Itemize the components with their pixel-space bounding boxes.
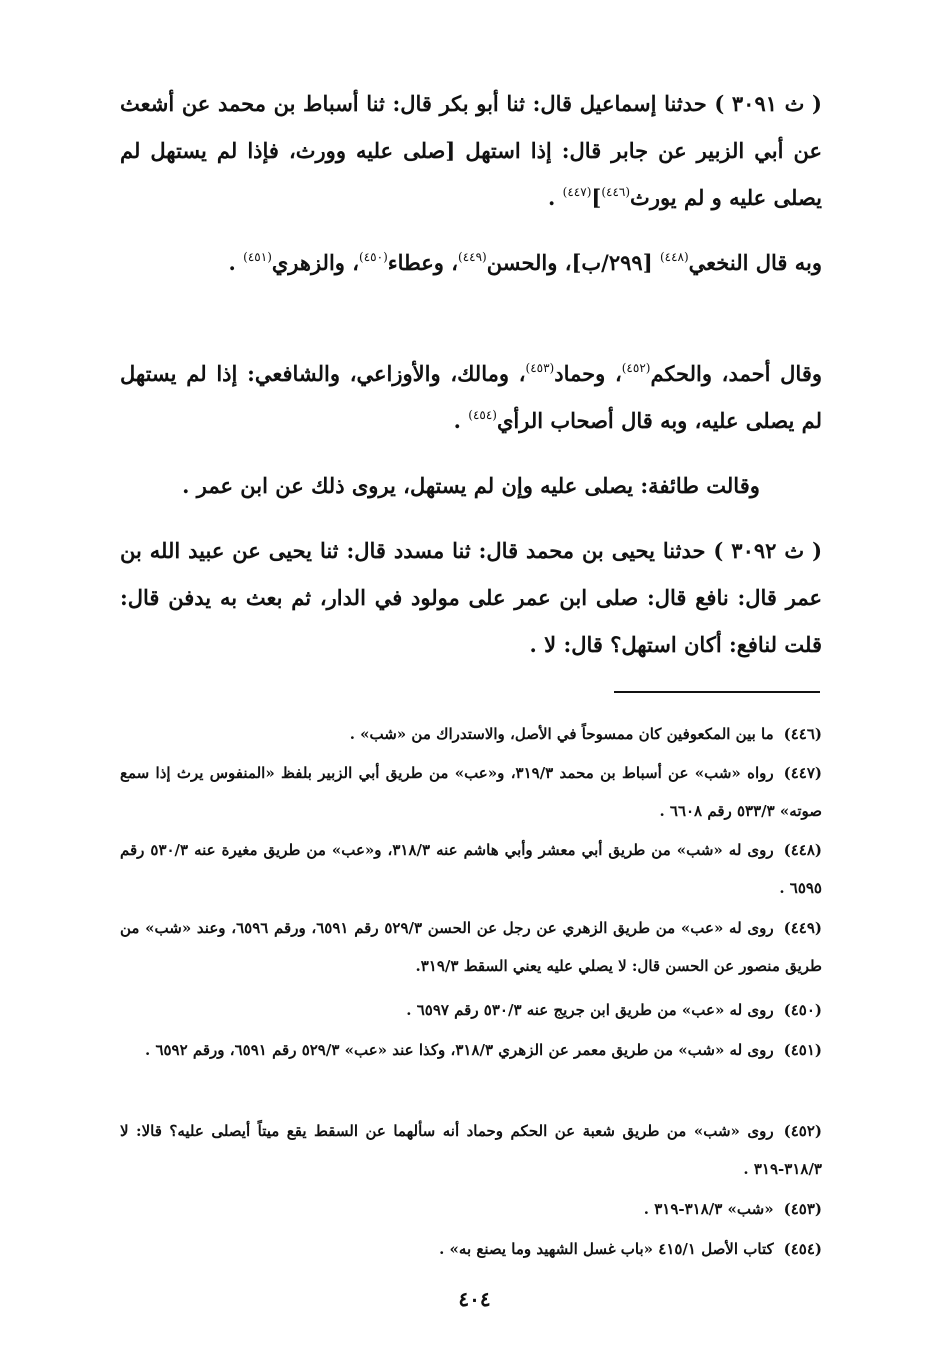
opposing-view-paragraph: وقالت طائفة: يصلى عليه وإن لم يستهل، يروى ذلك عن ابن عمر . [182, 473, 760, 498]
footnote-number: (٤٥٤) [783, 1240, 822, 1258]
footnote-ref-450[interactable]: (٤٥٠) [359, 250, 388, 264]
text-segment: . [453, 408, 469, 433]
scholars-paragraph-1 [120, 239, 822, 286]
footnote-449 [120, 909, 822, 985]
footnote-448 [120, 831, 822, 907]
footnote-text: ما بين المكعوفين كان ممسوحاً في الأصل، والاستدراك من «شب» . [349, 725, 774, 743]
text-segment: ، والزهري [271, 250, 360, 275]
text-segment: وقال أحمد، والحكم [650, 361, 822, 386]
text-segment: [٢٩٩/ب]، والحسن [486, 250, 660, 275]
text-segment: ، وعطاء [387, 250, 459, 275]
footnote-446 [120, 715, 822, 753]
footnote-text: روى «شب» من طريق شعبة عن الحكم وحماد أنه سألهما عن السقط يقع ميتاً أيصلى عليه؟ قالا: لا ٣١٨/٣-٣١٩ . [120, 1122, 822, 1178]
footnote-number: (٤٤٨) [783, 841, 822, 859]
scholars-paragraph-2 [120, 350, 822, 444]
footnote-454 [120, 1230, 822, 1268]
footnote-450 [120, 991, 822, 1029]
footnote-number: (٤٥٣) [783, 1200, 822, 1218]
footnote-ref-454[interactable]: (٤٥٤) [468, 408, 497, 422]
text-segment: . [228, 250, 244, 275]
footnote-text: رواه «شب» عن أسباط بن محمد ٣١٩/٣، و«عب» من طريق أبي الزبير بلفظ «المنفوس يرث إذا سمع صوته» ٥٣٣/٣ رقم ٦٦٠٨ . [120, 764, 822, 820]
footnote-ref-447[interactable]: (٤٤٧) [562, 185, 592, 199]
footnote-453 [120, 1190, 822, 1228]
footnote-text: كتاب الأصل ٤١٥/١ «باب غسل الشهيد وما يصنع به» . [439, 1240, 774, 1258]
footnote-text: روى له «شب» من طريق أبي معشر وأبي هاشم عنه ٣١٨/٣، و«عب» من طريق مغيرة عنه ٥٣٠/٣ رقم ٦٥٩٥ . [120, 841, 822, 897]
footnote-text: روى له «عب» من طريق الزهري عن رجل عن الحسن ٥٢٩/٣ رقم ٦٥٩١، ورقم ٦٥٩٦، وعند «شب» من طريق منصور عن الحسن قال: لا يصلي عليه يعني السقط ٣١٩/٣. [120, 919, 822, 975]
text-segment: وبه قال النخعي [688, 250, 822, 275]
footnote-ref-449[interactable]: (٤٤٩) [458, 250, 487, 264]
footnote-number: (٤٤٩) [783, 919, 823, 937]
footnote-ref-446[interactable]: (٤٤٦) [601, 185, 631, 199]
footnote-number: (٤٥١) [783, 1041, 822, 1059]
footnote-ref-448[interactable]: (٤٤٨) [659, 250, 689, 264]
footnote-number: (٤٤٧) [783, 764, 822, 782]
bracket-close: ] [591, 185, 602, 210]
text-segment: ، ومالك، والأوزاعي، والشافعي: إذا لم يستهل لم يصلى عليه، وبه قال أصحاب الرأي [120, 361, 822, 433]
footnote-ref-453[interactable]: (٤٥٣) [525, 361, 555, 375]
footnote-number: (٤٥٠) [783, 1001, 822, 1019]
footnote-451 [120, 1031, 822, 1069]
footnote-447 [120, 754, 822, 830]
footnote-divider [614, 691, 820, 693]
page-number: ٤٠٤ [458, 1287, 491, 1311]
footnote-text: روى له «عب» من طريق ابن جريج عنه ٥٣٠/٣ رقم ٦٥٩٧ . [406, 1001, 774, 1019]
hadith-3091-text: ( ث ٣٠٩١ ) حدثنا إسماعيل قال: ثنا أبو بكر قال: ثنا أسباط بن محمد عن أشعث عن أبي الزبير عن جابر قال: إذا استهل [صلى عليه وورث، فإذا لم يستهل لم يصلى عليه و لم يورث [120, 91, 822, 210]
text-segment: ، وحماد [554, 361, 622, 386]
footnote-452 [120, 1112, 822, 1188]
sentence-end: . [548, 185, 563, 210]
footnote-number: (٤٥٢) [783, 1122, 822, 1140]
hadith-3092-paragraph: ( ث ٣٠٩٢ ) حدثنا يحيى بن محمد قال: ثنا مسدد قال: ثنا يحيى عن عبيد الله بن عمر قال: نافع قال: صلى ابن عمر على مولود في الدار، ثم بعث به يدفن قال: قلت لنافع: أكان استهل؟ قال: لا . [120, 538, 823, 657]
footnote-text: روى له «شب» من طريق معمر عن الزهري ٣١٨/٣، وكذا عند «عب» ٥٢٩/٣ رقم ٦٥٩١، ورقم ٦٥٩٢ . [144, 1041, 774, 1059]
footnote-number: (٤٤٦) [783, 725, 822, 743]
footnote-text: «شب» ٣١٨/٣-٣١٩ . [643, 1200, 774, 1218]
footnote-ref-452[interactable]: (٤٥٢) [621, 361, 651, 375]
footnote-ref-451[interactable]: (٤٥١) [243, 250, 272, 264]
hadith-3091-paragraph [120, 80, 822, 221]
